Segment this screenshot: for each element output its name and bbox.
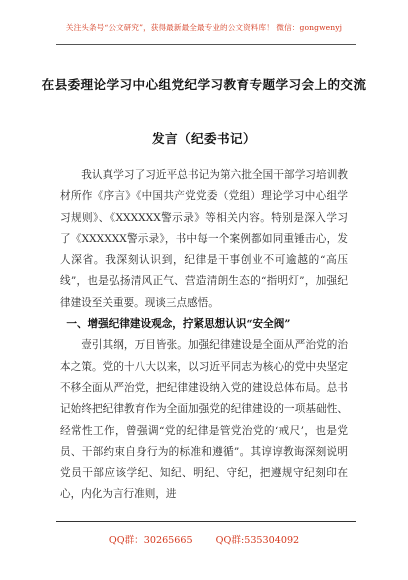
section-heading-1: 一、增强纪律建设观念，拧紧思想认识“安全阀” — [66, 318, 291, 331]
footer-qq-group-2: QQ群:535304092 — [215, 535, 300, 546]
paragraph-section-1: 壹引其纲，万目皆张。加强纪律建设是全面从严治党的治本之策。党的十八大以来，以习近平同志为核心的党中央坚定不移全面从严治党，把纪律建设纳入党的建设总体布局。总书记始终把纪律教育作为全面加强党的纪律建设的一项基础性、经常性工作，曾强调“党的纪律是管党治党的‘戒尺’，也是党员、干部约束自身行为的标准和遵循”。其谆谆教诲深刻说明党员干部应该学纪、知纪、明纪、守纪，把遵规守纪刻印在心，内化为言行准则，进 — [60, 339, 348, 501]
footer-qq-group-1: QQ群：30265665 — [108, 535, 193, 546]
footer — [0, 532, 408, 546]
footer-divider — [56, 521, 356, 522]
document-body — [60, 165, 348, 506]
document-title-line2: 发言（纪委书记） — [152, 131, 256, 146]
paragraph-intro: 我认真学习了习近平总书记为第六批全国干部学习培训教材所作《序言》《中国共产党党委（党组）理论学习中心组学习规则》、《XXXXXX警示录》等相关内容。特别是深入学习了《XXXXXX警示录》，书中每一个案例都如同重锤击心，发人深省。我深刻认识到，纪律是干事创业不可逾越的“高压线”，也是弘扬清风正气、营造清朗生态的“指明灯”，加强纪律建设至关重要。现谈三点感悟。 — [60, 169, 348, 309]
header-banner: 关注头条号“公文研究”，获得最新最全最专业的公文资料库！ 微信：gongwenyj — [65, 23, 343, 32]
header-divider — [56, 44, 356, 45]
document-title-line1: 在县委理论学习中心组党纪学习教育专题学习会上的交流 — [41, 77, 367, 92]
